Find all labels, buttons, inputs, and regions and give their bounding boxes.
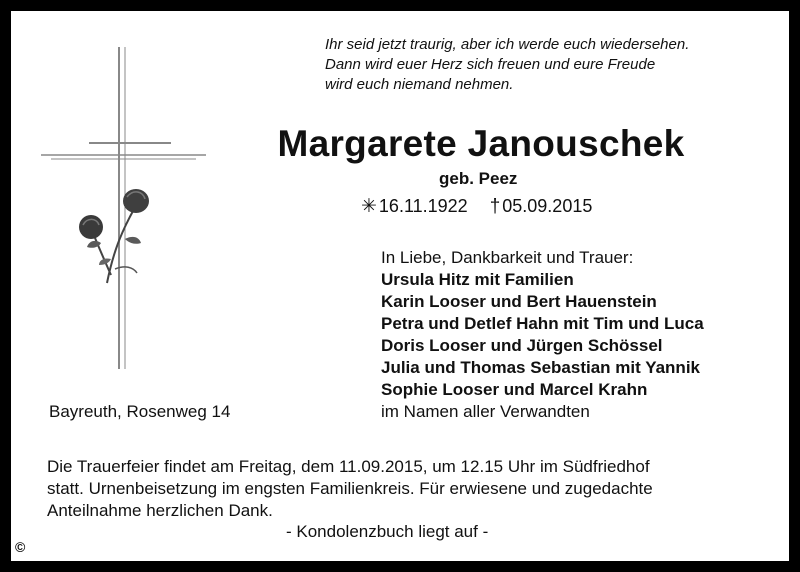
mourner-name: Petra und Detlef Hahn mit Tim und Luca [381, 314, 704, 333]
mourner-name: Sophie Looser und Marcel Krahn [381, 380, 648, 399]
cross-with-roses-illustration [41, 43, 211, 373]
mourners-intro: In Liebe, Dankbarkeit und Trauer: [381, 248, 634, 267]
verse-line: wird euch niemand nehmen. [325, 76, 514, 93]
deceased-name: Margarete Janouschek [277, 123, 685, 164]
mourner-name: Doris Looser und Jürgen Schössel [381, 336, 663, 355]
birth-name: geb. Peez [439, 169, 518, 188]
mourner-name: Ursula Hitz mit Familien [381, 270, 574, 289]
copyright-icon: © [15, 539, 26, 555]
verse-line: Dann wird euer Herz sich freuen und eure Freude [325, 56, 656, 73]
condolence-book-note: - Kondolenzbuch liegt auf - [286, 522, 489, 541]
death-cross-icon: † [489, 196, 501, 217]
verse [325, 35, 689, 95]
death-date: 05.09.2015 [502, 196, 593, 216]
birth-star-icon: ✳ [361, 196, 377, 217]
life-dates [361, 195, 592, 218]
mourners-closing: im Namen aller Verwandten [381, 402, 590, 421]
roses-icon [79, 189, 149, 283]
notice-line: statt. Urnenbeisetzung im engsten Familienkreis. Für erwiesene und zugedachte [47, 479, 653, 498]
mourners-block [381, 247, 704, 423]
address: Bayreuth, Rosenweg 14 [49, 402, 231, 421]
obituary-card [11, 11, 789, 561]
mourner-name: Karin Looser und Bert Hauenstein [381, 292, 657, 311]
verse-line: Ihr seid jetzt traurig, aber ich werde euch wiedersehen. [325, 36, 690, 53]
mourner-name: Julia und Thomas Sebastian mit Yannik [381, 358, 700, 377]
notice-line: Die Trauerfeier findet am Freitag, dem 11.09.2015, um 12.15 Uhr im Südfriedhof [47, 457, 650, 476]
birth-date: 16.11.1922 [378, 196, 468, 216]
funeral-notice [47, 456, 772, 522]
notice-line: Anteilnahme herzlichen Dank. [47, 501, 273, 520]
cross-icon [41, 47, 206, 369]
